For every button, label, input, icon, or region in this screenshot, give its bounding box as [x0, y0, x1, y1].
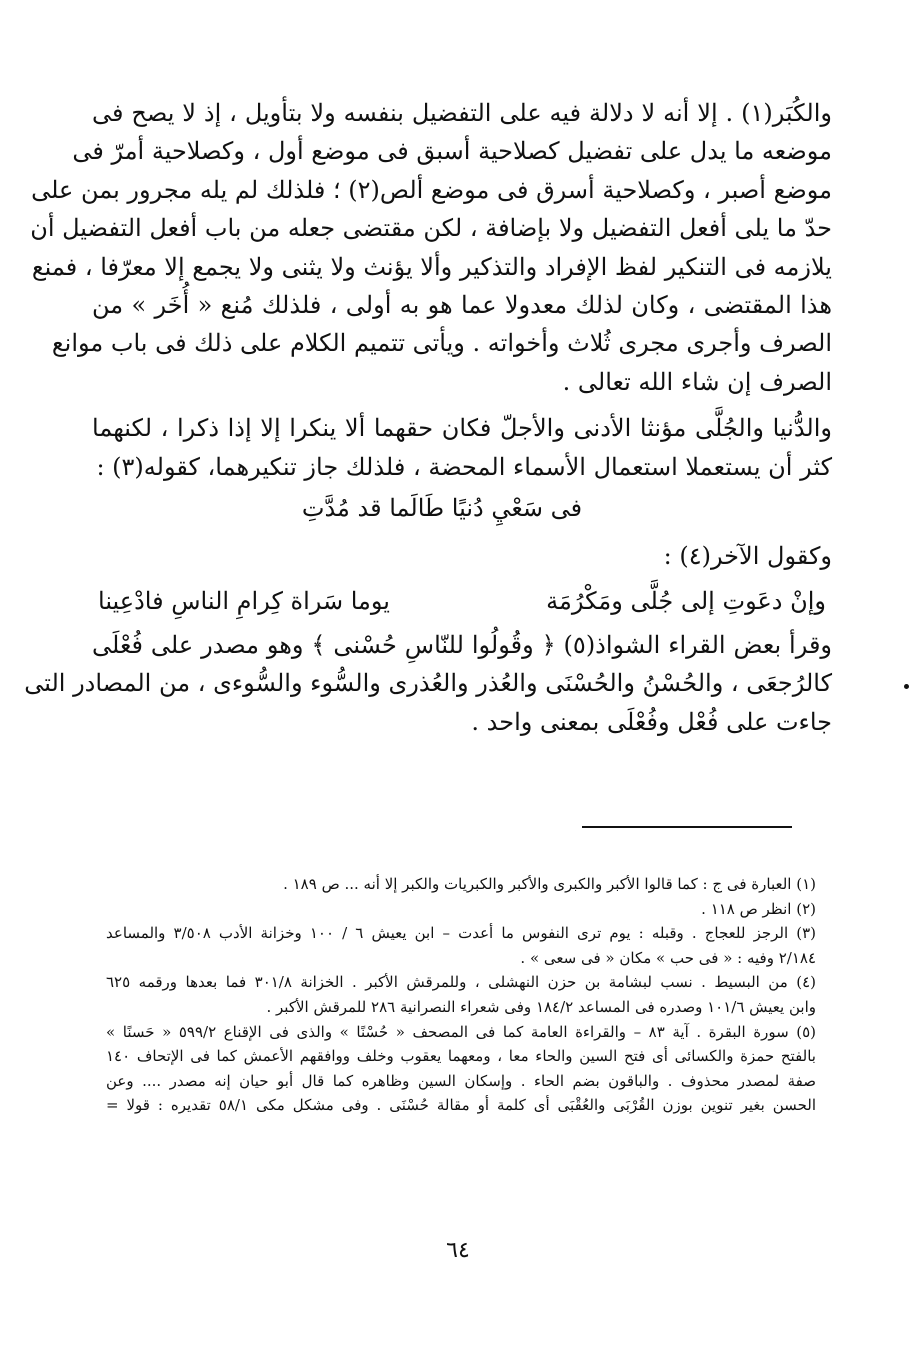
footnote-line: الحسن بغير تنوين بوزن القُرْبَى والعُقْبَى أى كلمة أو مقالة حُسْنَى . وفى مشكل مكى ٥٨/١ تقديره : قولا =	[106, 1096, 816, 1115]
body-line: والدُّنيا والجُلَّى مؤنثا الأدنى والأجلّ فكان حقهما ألا ينكرا إلا إذا ذكرا ، لكنهما	[92, 414, 832, 443]
footnote-separator	[582, 826, 792, 828]
body-line: هذا المقتضى ، وكان لذلك معدولا عما هو به أولى ، فلذلك مُنع « أُخَر » من	[92, 290, 832, 319]
body-line: الصرف وأجرى مجرى ثُلاث وأخواته . ويأتى تتميم الكلام على ذلك فى باب موانع	[51, 329, 832, 358]
body-line: يلازمه فى التنكير لفظ الإفراد والتذكير وألا يؤنث ولا يثنى ولا يجمع إلا معرّفا ، فمنع	[31, 252, 832, 281]
body-line: حدّ ما يلى أفعل التفضيل ولا بإضافة ، لكن مقتضى جعله من باب أفعل التفضيل أن	[30, 214, 832, 243]
body-line: وقرأ بعض القراء الشواذ(٥) ﴿ وقُولُوا للنّاسِ حُسْنى ﴾ وهو مصدر على فُعْلَى	[92, 630, 833, 659]
body-line: كالرُجعَى ، والحُسْنُ والحُسْنَى والعُذر والعُذرى والسُّوء والسُّوءى ، من المصادر التى	[24, 669, 832, 698]
footnote-line: بالفتح حمزة والكسائى أى فتح السين والحاء معا ، ومعهما يعقوب وخلف ووافقهم الأعمش كما فى الإتحاف ١٤٠	[106, 1047, 816, 1066]
verse-couplet	[92, 580, 832, 622]
body-line: كثر أن يستعملا استعمال الأسماء المحضة ، فلذلك جاز تنكيرهما، كقوله(٣) :	[96, 452, 832, 481]
main-text	[24, 94, 833, 741]
paragraph-spacer	[92, 401, 832, 409]
body-line: موضعه ما يدل على تفضيل كصلاحية أسبق فى موضع أول ، وكصلاحية أمرّ فى	[72, 137, 832, 166]
body-line: جاءت على فُعْل وفُعْلَى بمعنى واحد .	[471, 707, 832, 736]
body-line: والكُبَر(١) . إلا أنه لا دلالة فيه على التفضيل بنفسه ولا بتأويل ، إذ لا يصح فى	[92, 99, 832, 127]
footnote-line: (٢) انظر ص ١١٨ .	[701, 899, 816, 918]
paragraph-3	[24, 626, 833, 741]
footnote-line: (٤) من البسيط . نسب لبشامة بن حزن النهشلى ، وللمرقش الأكبر . الخزانة ٣٠١/٨ فما بعدها ورقمه ٦٢٥	[106, 973, 816, 992]
body-line: موضع أصبر ، وكصلاحية أسرق فى موضع ألص(٢) ؛ فلذلك لم يله مجرور بمن على	[31, 175, 832, 204]
paragraph-1	[30, 94, 832, 401]
footnote-line: وابن يعيش ١٠١/٦ وصدره فى المساعد ١٨٤/٢ وفى شعراء النصرانية ٢٨٦ للمرقش الأكبر .	[266, 997, 816, 1016]
verse-hemistich-first: وإنْ دعَوتِ إلى جُلَّى ومَكْرُمَة	[546, 586, 826, 615]
footnote-line: (٣) الرجز للعجاج . وقبله : يوم ترى النفوس ما أعدت – ابن يعيش ٦ / ١٠٠ وخزانة الأدب ٣/٥٠٨ والمساعد	[106, 924, 817, 943]
footnote-line: (١) العبارة فى ج : كما قالوا الأكبر والكبرى والأكبر والكبريات والكبر إلا أنه ... ص ١٨٩ .	[283, 875, 816, 893]
verse-hemistich-second: يوما سَراة كِرامِ الناسِ فادْعِينا	[98, 586, 390, 615]
verse-intro: وكقول الآخر(٤) :	[663, 541, 832, 570]
footnote-line: صفة لمصدر محذوف . والباقون بضم الحاء . وإسكان السين وظاهره كما قال أبو حيان إنه مصدر .... وعن	[106, 1071, 816, 1090]
page-number: ٦٤	[446, 1238, 470, 1263]
paragraph-2	[92, 409, 832, 486]
verse-line: فى سَعْيِ دُنيًا طَالَما قد مُدَّتِ	[301, 493, 583, 522]
footnotes	[106, 872, 816, 1118]
margin-mark	[904, 684, 909, 689]
footnote-line: ٢/١٨٤ وفيه : « فى حب » مكان « فى سعى » .	[520, 948, 816, 967]
body-line: الصرف إن شاء الله تعالى .	[562, 367, 832, 396]
footnote-line: (٥) سورة البقرة . آية ٨٣ – والقراءة العامة كما فى المصحف « حُسْنًا » والذى فى الإقناع ٥٩٩/٢ « حَسنًا »	[106, 1022, 816, 1041]
